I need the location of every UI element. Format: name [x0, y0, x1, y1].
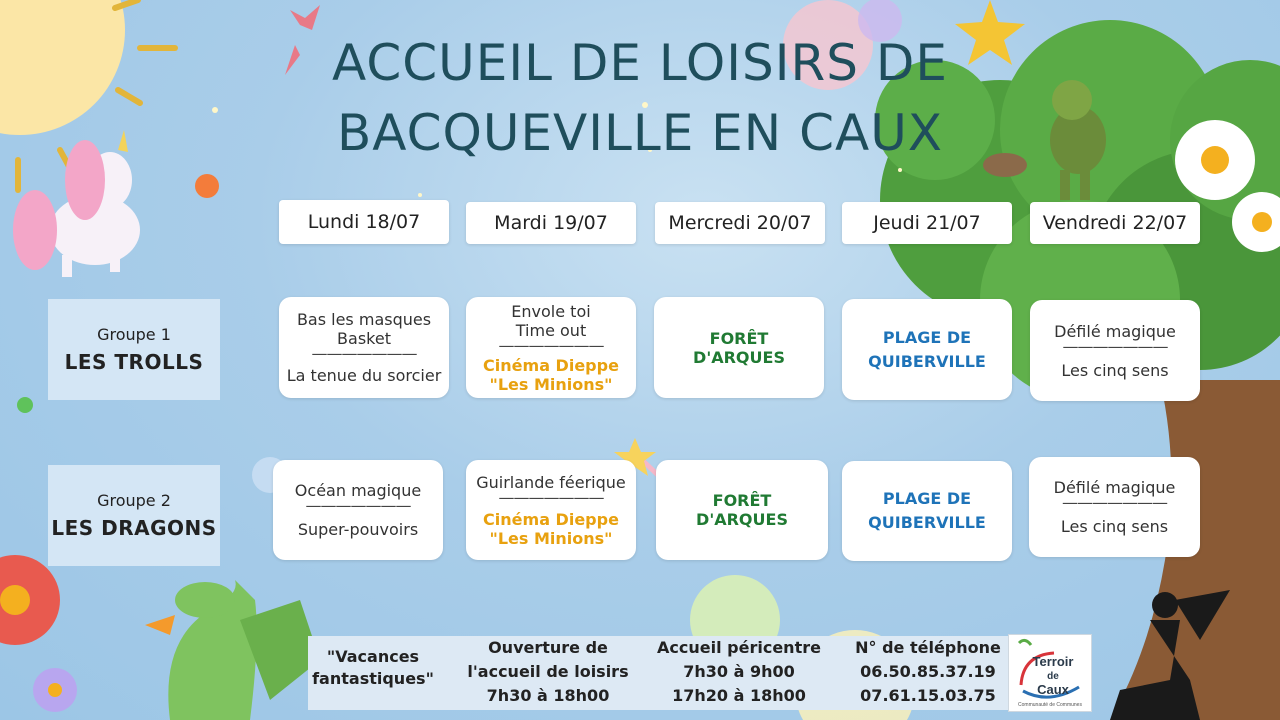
activity-dragons-wednesday — [656, 460, 828, 560]
title-line-2: BACQUEVILLE EN CAUX — [336, 104, 944, 162]
group-trolls — [48, 299, 220, 400]
separator: ——————— — [1062, 493, 1167, 512]
phone-label: N° de téléphone — [855, 638, 1001, 657]
outing-text: Cinéma Dieppe — [483, 355, 619, 375]
activity-trolls-tuesday — [466, 297, 636, 398]
activity-text: Océan magique — [294, 481, 422, 500]
outing-text: Cinéma Dieppe — [483, 509, 619, 529]
activity-text: Défilé magique — [1054, 321, 1176, 341]
outing-text: QUIBERVILLE — [868, 513, 986, 532]
day-label: Mardi 19/07 — [494, 211, 608, 234]
separator: ——————— — [311, 344, 417, 363]
outing-text: PLAGE DE — [882, 327, 972, 347]
group-number: Groupe 1 — [97, 325, 171, 344]
day-header-wednesday — [655, 202, 825, 244]
activity-dragons-thursday — [842, 461, 1012, 561]
day-header-monday — [279, 200, 449, 244]
day-header-thursday — [842, 202, 1012, 244]
opening-text: l'accueil de loisirs — [467, 662, 629, 681]
outing-text: D'ARQUES — [696, 510, 788, 529]
outing-text: "Les Minions" — [489, 528, 613, 548]
activity-dragons-friday — [1029, 457, 1200, 557]
dragon-illustration — [145, 580, 320, 720]
activity-text: Envole toi — [511, 301, 591, 321]
outing-text: "Les Minions" — [489, 374, 613, 394]
logo-text: Terroir — [1032, 654, 1074, 669]
activity-text: Les cinq sens — [1060, 517, 1169, 536]
separator: ——————— — [1062, 336, 1168, 356]
activity-text: Défilé magique — [1053, 478, 1176, 497]
pericentre-hours: 7h30 à 9h00 — [683, 662, 795, 681]
outing-text: D'ARQUES — [693, 347, 785, 367]
logo-text: de — [1047, 671, 1059, 682]
activity-text: Super-pouvoirs — [297, 520, 419, 539]
activity-text: Time out — [515, 320, 587, 340]
logo-subtitle: Communauté de Communes — [1018, 702, 1082, 708]
pericentre-hours: 17h20 à 18h00 — [672, 686, 806, 705]
activity-text: La tenue du sorcier — [286, 366, 442, 385]
activity-text: Les cinq sens — [1061, 360, 1169, 380]
logo-text: Caux — [1037, 682, 1069, 697]
theme-block — [308, 646, 438, 690]
activity-trolls-monday — [279, 297, 449, 398]
flower-icon — [0, 555, 77, 712]
opening-hours-block — [458, 636, 638, 708]
separator: ——————— — [305, 496, 411, 515]
phone-number[interactable]: 07.61.15.03.75 — [860, 686, 996, 705]
activity-trolls-thursday — [842, 299, 1012, 400]
outing-text: FORÊT — [712, 491, 772, 510]
group-name: LES TROLLS — [64, 350, 204, 374]
terroir-de-caux-logo — [1008, 634, 1092, 712]
unicorn-illustration — [13, 130, 140, 277]
opening-text: Ouverture de — [488, 638, 608, 657]
day-header-tuesday — [466, 202, 636, 244]
separator: ——————— — [498, 487, 604, 507]
phone-block — [848, 636, 1008, 708]
phone-number[interactable]: 06.50.85.37.19 — [860, 662, 996, 681]
group-number: Groupe 2 — [97, 491, 171, 510]
outing-text: PLAGE DE — [882, 489, 972, 508]
day-label: Mercredi 20/07 — [668, 211, 812, 234]
separator: ——————— — [498, 335, 604, 355]
group-dragons — [48, 465, 220, 566]
group-name: LES DRAGONS — [51, 516, 217, 540]
theme-text: fantastiques" — [312, 669, 434, 688]
outing-text: FORÊT — [709, 328, 769, 348]
info-bar — [308, 636, 1088, 710]
sun-icon — [0, 0, 125, 135]
pericentre-block — [648, 636, 830, 708]
activity-text: Bas les masques — [296, 310, 432, 329]
activity-text: Basket — [337, 329, 391, 348]
day-label: Lundi 18/07 — [307, 210, 421, 233]
activity-trolls-wednesday — [654, 297, 824, 398]
pericentre-text: Accueil péricentre — [657, 638, 821, 657]
day-header-friday — [1030, 202, 1200, 244]
day-label: Vendredi 22/07 — [1042, 211, 1188, 234]
title-line-1: ACCUEIL DE LOISIRS DE — [332, 34, 948, 92]
day-label: Jeudi 21/07 — [873, 211, 981, 234]
outing-text: QUIBERVILLE — [868, 351, 986, 371]
theme-text: "Vacances — [326, 647, 420, 666]
activity-dragons-tuesday — [466, 460, 636, 560]
activity-text: Guirlande féerique — [476, 472, 626, 492]
activity-trolls-friday — [1030, 300, 1200, 401]
activity-dragons-monday — [273, 460, 443, 560]
opening-hours: 7h30 à 18h00 — [486, 686, 610, 705]
page-title — [300, 28, 980, 168]
